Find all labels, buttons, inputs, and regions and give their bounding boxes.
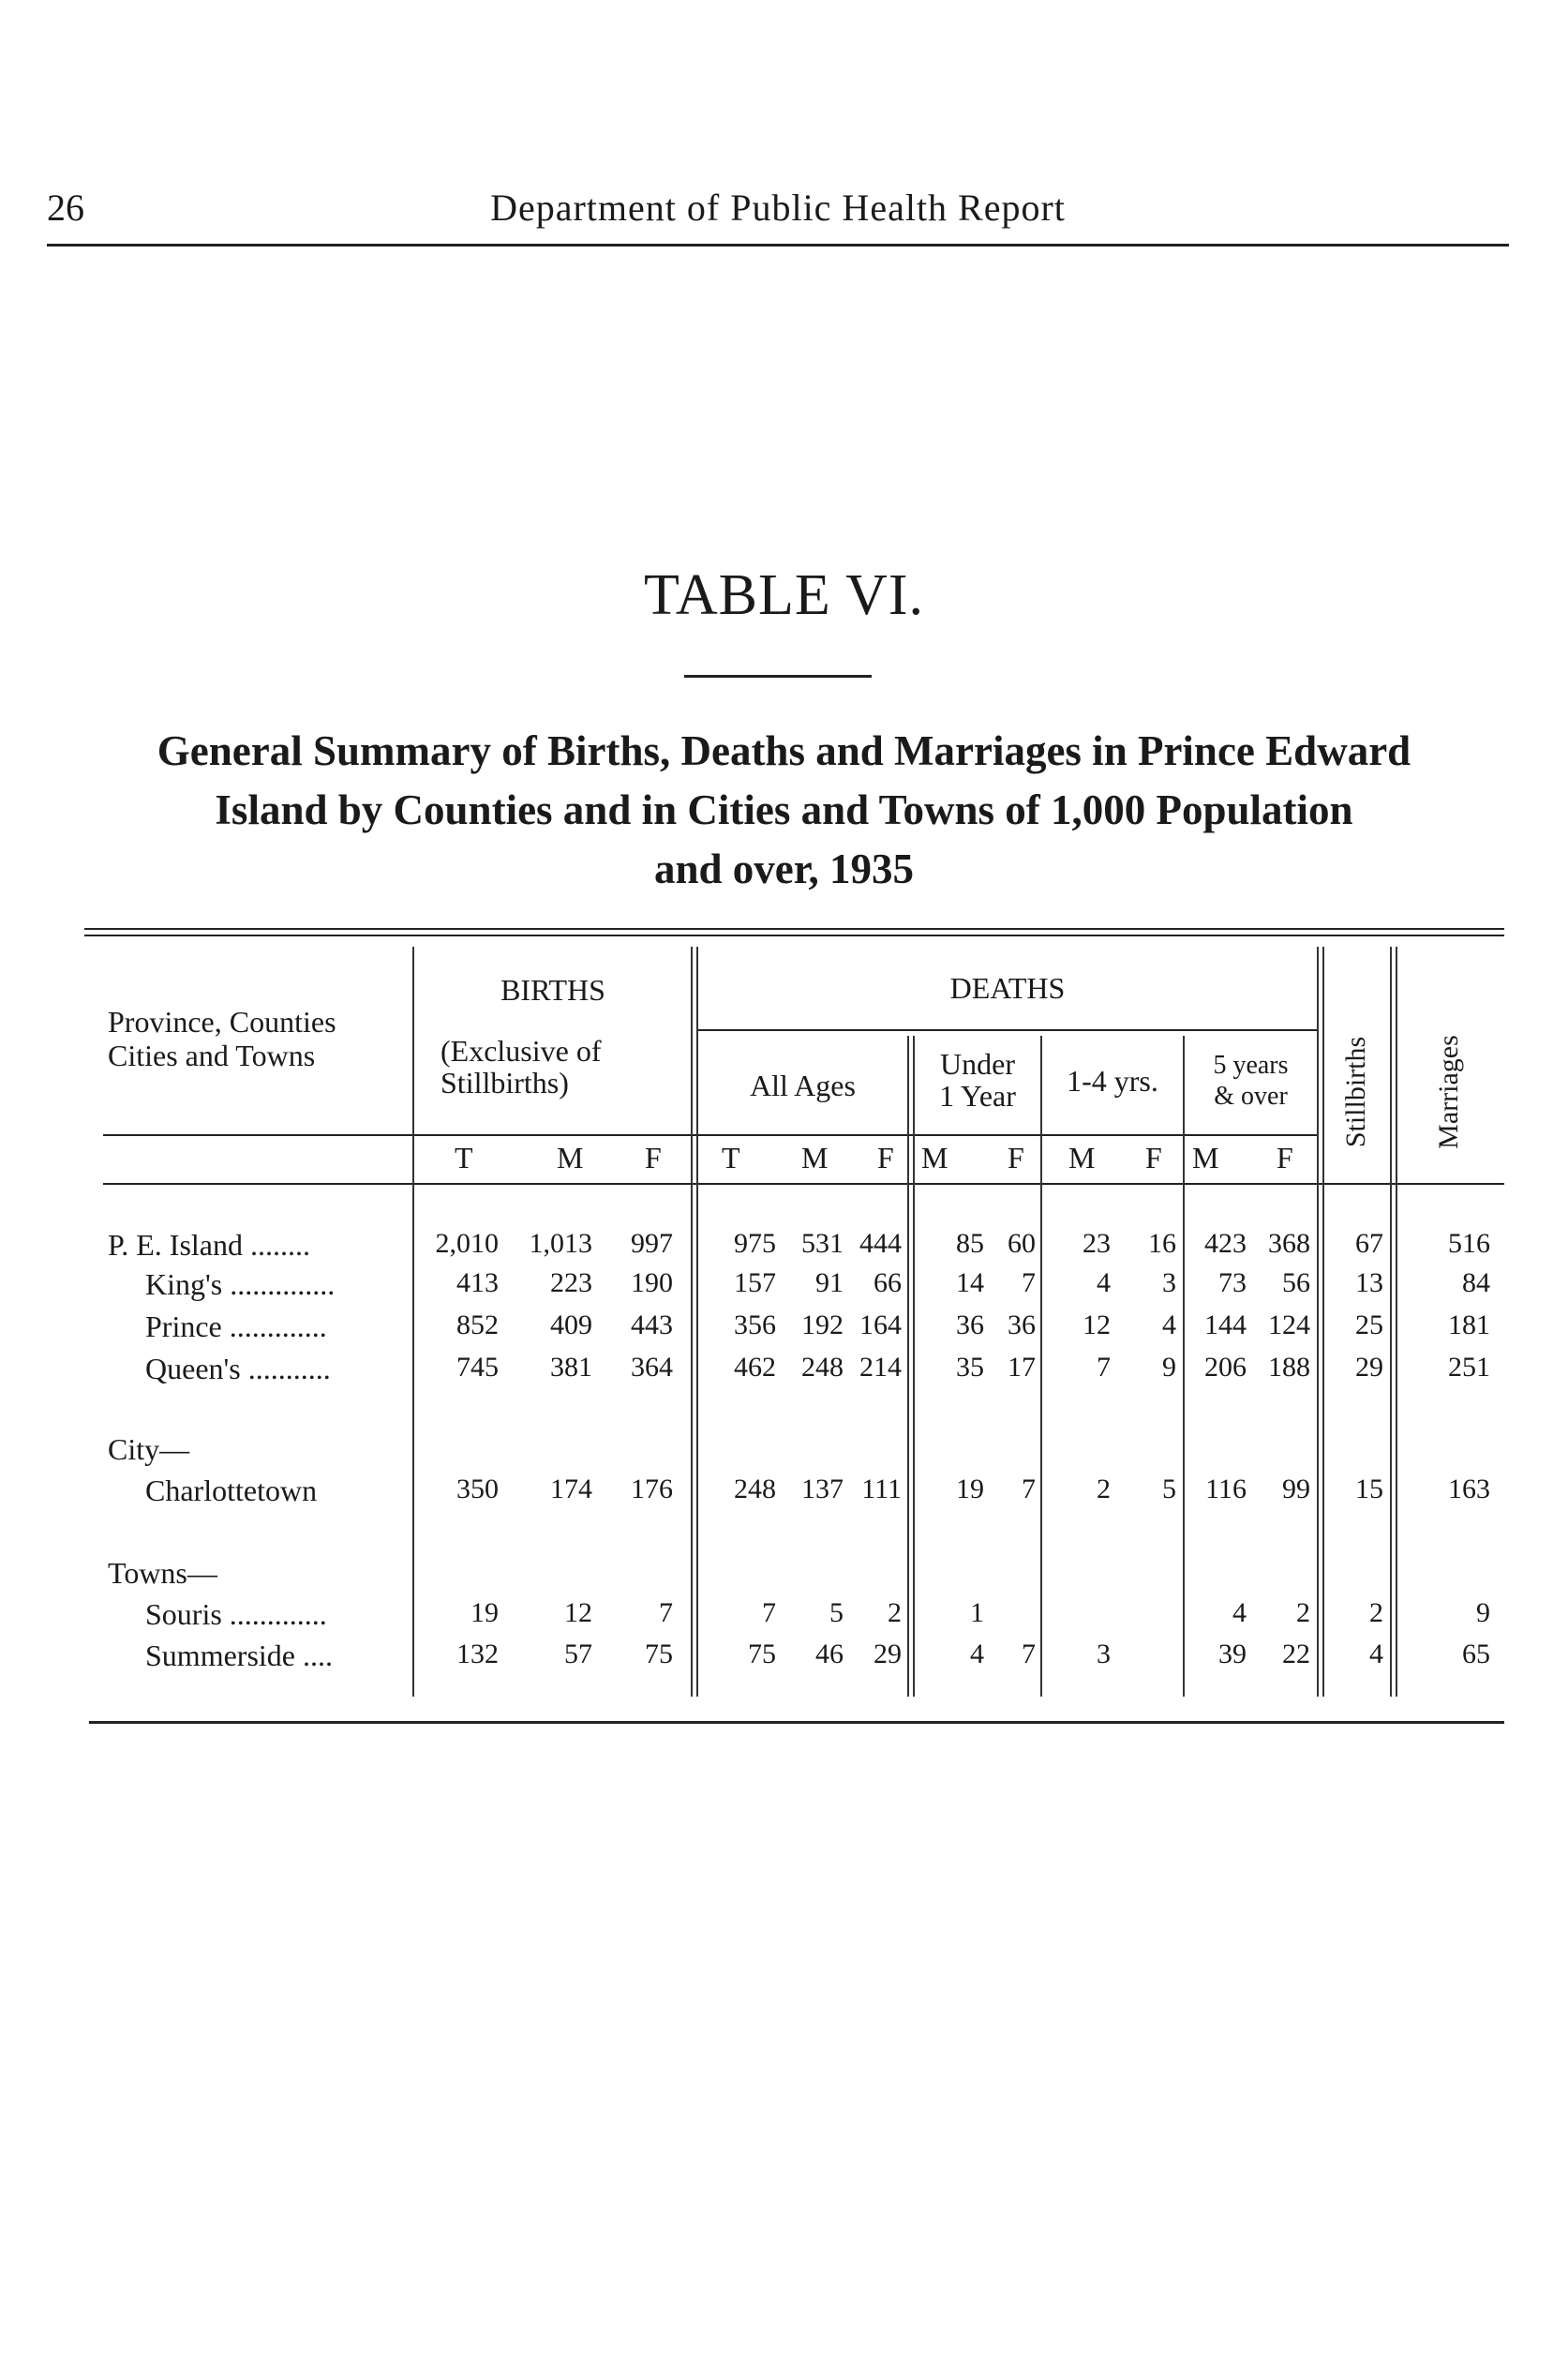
stub-header bbox=[108, 1005, 336, 1072]
table-cell: 12 bbox=[564, 1597, 592, 1628]
table-cell: 116 bbox=[1205, 1474, 1247, 1504]
page-header bbox=[47, 178, 1509, 247]
table-cell: 852 bbox=[456, 1309, 499, 1340]
table-cell: 5 bbox=[1162, 1474, 1176, 1504]
table-cell: 1 bbox=[970, 1597, 984, 1628]
row-label-charlottetown: Charlottetown bbox=[145, 1474, 318, 1507]
table-cell: 137 bbox=[801, 1474, 844, 1504]
page-number: 26 bbox=[47, 187, 84, 229]
all-ages-divider bbox=[907, 1036, 909, 1697]
table-cell: 84 bbox=[1462, 1267, 1490, 1298]
table-cell: 57 bbox=[564, 1638, 592, 1669]
table-cell: 368 bbox=[1268, 1228, 1310, 1259]
births-subheader-line: (Exclusive of bbox=[441, 1034, 602, 1068]
table-cell: 65 bbox=[1462, 1638, 1490, 1669]
sub-column-letter: F bbox=[1008, 1141, 1024, 1175]
table-cell: 516 bbox=[1448, 1228, 1490, 1259]
table-cell: 124 bbox=[1268, 1309, 1310, 1340]
table-cell: 409 bbox=[550, 1309, 592, 1340]
sub-column-letter: M bbox=[557, 1141, 584, 1175]
table-cell: 9 bbox=[1162, 1352, 1176, 1383]
sub-column-letter: M bbox=[921, 1141, 948, 1175]
table-cell: 745 bbox=[456, 1352, 499, 1383]
table-cell: 2 bbox=[1369, 1597, 1383, 1628]
sub-column-letter: T bbox=[722, 1141, 740, 1175]
births-deaths-divider-2 bbox=[696, 947, 698, 1697]
table-cell: 5 bbox=[829, 1597, 844, 1628]
subtitle-line: General Summary of Births, Deaths and Marriages in Prince Edward bbox=[157, 727, 1411, 774]
table-cell: 14 bbox=[956, 1267, 984, 1298]
table-cell: 164 bbox=[859, 1309, 902, 1340]
table-cell: 181 bbox=[1448, 1309, 1490, 1340]
table-cell: 188 bbox=[1268, 1352, 1310, 1383]
table-cell: 251 bbox=[1448, 1352, 1490, 1383]
table-cell: 997 bbox=[631, 1228, 673, 1259]
row-label-souris: Souris ............. bbox=[145, 1597, 327, 1631]
table-cell: 85 bbox=[956, 1228, 984, 1259]
table-cell: 19 bbox=[956, 1474, 984, 1504]
table-cell: 36 bbox=[956, 1309, 984, 1340]
sub-column-letter: F bbox=[877, 1141, 894, 1175]
table-cell: 22 bbox=[1282, 1638, 1310, 1669]
sub-column-letter: M bbox=[1192, 1141, 1219, 1175]
table-cell: 2,010 bbox=[435, 1228, 499, 1259]
age-5-over-line: 5 years bbox=[1213, 1051, 1289, 1080]
row-label-pei: P. E. Island ........ bbox=[108, 1228, 310, 1262]
table-cell: 144 bbox=[1204, 1309, 1247, 1340]
table-cell: 423 bbox=[1204, 1228, 1247, 1259]
table-cell: 3 bbox=[1097, 1638, 1111, 1669]
table-cell: 192 bbox=[801, 1309, 844, 1340]
all-ages-divider-2 bbox=[913, 1036, 915, 1697]
table-cell: 1,013 bbox=[529, 1228, 592, 1259]
table-cell: 157 bbox=[734, 1267, 776, 1298]
subtitle-line: and over, 1935 bbox=[653, 845, 915, 892]
table-cell: 4 bbox=[1162, 1309, 1176, 1340]
table-cell: 381 bbox=[550, 1352, 592, 1383]
sub-column-letter: M bbox=[801, 1141, 829, 1175]
table-cell: 73 bbox=[1218, 1267, 1247, 1298]
age-1-4-header: 1-4 yrs. bbox=[1067, 1064, 1158, 1098]
table-cell: 12 bbox=[1083, 1309, 1111, 1340]
table-cell: 248 bbox=[734, 1474, 776, 1504]
under1-divider bbox=[1040, 1036, 1042, 1697]
births-subheader bbox=[441, 1035, 602, 1099]
births-subheader-line: Stillbirths) bbox=[441, 1066, 569, 1100]
table-cell: 350 bbox=[456, 1474, 499, 1504]
age-5-over-header bbox=[1185, 1050, 1317, 1112]
table-cell: 4 bbox=[970, 1638, 984, 1669]
table-cell: 444 bbox=[859, 1228, 902, 1259]
table-cell: 25 bbox=[1355, 1309, 1383, 1340]
age-5-over-line: & over bbox=[1214, 1082, 1288, 1111]
row-label-queens: Queen's ........... bbox=[145, 1352, 331, 1385]
table-cell: 176 bbox=[631, 1474, 673, 1504]
table-cell: 206 bbox=[1204, 1352, 1247, 1383]
sub-column-letter: F bbox=[645, 1141, 662, 1175]
table-cell: 75 bbox=[645, 1638, 673, 1669]
section-city-label: City— bbox=[108, 1432, 190, 1466]
table-cell: 132 bbox=[456, 1638, 499, 1669]
table-cell: 13 bbox=[1355, 1267, 1383, 1298]
table-cell: 2 bbox=[1097, 1474, 1111, 1504]
stub-header-line: Cities and Towns bbox=[108, 1039, 316, 1072]
table-cell: 23 bbox=[1083, 1228, 1111, 1259]
table-cell: 9 bbox=[1476, 1597, 1490, 1628]
table-cell: 7 bbox=[1022, 1638, 1036, 1669]
stillbirths-marriages-divider-2 bbox=[1396, 947, 1397, 1697]
table-cell: 17 bbox=[1008, 1352, 1036, 1383]
table-cell: 35 bbox=[956, 1352, 984, 1383]
table-cell: 7 bbox=[659, 1597, 673, 1628]
table-cell: 975 bbox=[734, 1228, 776, 1259]
table-cell: 91 bbox=[815, 1267, 844, 1298]
table-cell: 223 bbox=[550, 1267, 592, 1298]
deaths-header-rule bbox=[698, 1029, 1317, 1031]
births-header: BIRTHS bbox=[500, 973, 605, 1007]
deaths-stillbirths-divider bbox=[1317, 947, 1319, 1697]
under-1-year-line: 1 Year bbox=[939, 1079, 1016, 1113]
deaths-stillbirths-divider-2 bbox=[1322, 947, 1324, 1697]
table-cell: 3 bbox=[1162, 1267, 1176, 1298]
table-cell: 66 bbox=[874, 1267, 902, 1298]
table-cell: 56 bbox=[1282, 1267, 1310, 1298]
table-bottom-rule bbox=[89, 1721, 1504, 1724]
table-cell: 7 bbox=[762, 1597, 776, 1628]
table-cell: 7 bbox=[1022, 1474, 1036, 1504]
stillbirths-marriages-divider bbox=[1390, 947, 1392, 1697]
table-cell: 248 bbox=[801, 1352, 844, 1383]
table-cell: 99 bbox=[1282, 1474, 1310, 1504]
all-ages-header: All Ages bbox=[750, 1069, 856, 1102]
table-cell: 443 bbox=[631, 1309, 673, 1340]
table-cell: 39 bbox=[1218, 1638, 1247, 1669]
table-cell: 174 bbox=[550, 1474, 592, 1504]
table-cell: 163 bbox=[1448, 1474, 1490, 1504]
table-cell: 36 bbox=[1008, 1309, 1036, 1340]
table-cell: 4 bbox=[1369, 1638, 1383, 1669]
marriages-header: Marriages bbox=[1433, 1035, 1464, 1149]
table-cell: 2 bbox=[888, 1597, 902, 1628]
table-top-rule-2 bbox=[84, 935, 1504, 936]
under-1-year-line: Under bbox=[940, 1047, 1015, 1081]
table-cell: 462 bbox=[734, 1352, 776, 1383]
table-cell: 19 bbox=[470, 1597, 499, 1628]
sub-column-letter: T bbox=[455, 1141, 473, 1175]
table-cell: 7 bbox=[1097, 1352, 1111, 1383]
table-cell: 190 bbox=[631, 1267, 673, 1298]
table-cell: 364 bbox=[631, 1352, 673, 1383]
deaths-header: DEATHS bbox=[949, 971, 1066, 1005]
table-cell: 75 bbox=[748, 1638, 776, 1669]
sub-column-letter: F bbox=[1277, 1141, 1293, 1175]
table-cell: 16 bbox=[1148, 1228, 1176, 1259]
subtitle-line: Island by Counties and in Cities and Towns of 1,000 Population bbox=[215, 786, 1353, 833]
table-cell: 29 bbox=[874, 1638, 902, 1669]
table-cell: 4 bbox=[1097, 1267, 1111, 1298]
table-cell: 46 bbox=[815, 1638, 844, 1669]
births-deaths-divider bbox=[691, 947, 693, 1697]
table-cell: 356 bbox=[734, 1309, 776, 1340]
table-cell: 111 bbox=[861, 1474, 902, 1504]
table-cell: 60 bbox=[1008, 1228, 1036, 1259]
table-subtitle bbox=[103, 722, 1465, 899]
title-rule bbox=[684, 675, 872, 678]
under-1-year-header bbox=[915, 1048, 1040, 1112]
table-cell: 4 bbox=[1232, 1597, 1247, 1628]
table-title: TABLE VI. bbox=[643, 563, 925, 627]
table-cell: 531 bbox=[801, 1228, 844, 1259]
stub-header-line: Province, Counties bbox=[108, 1005, 336, 1039]
sub-column-letter: M bbox=[1068, 1141, 1096, 1175]
age14-divider bbox=[1183, 1036, 1185, 1697]
stillbirths-header: Stillbirths bbox=[1340, 1036, 1371, 1148]
table-cell: 413 bbox=[456, 1267, 499, 1298]
stub-divider bbox=[412, 947, 414, 1697]
row-label-summerside: Summerside .... bbox=[145, 1638, 333, 1672]
table-cell: 15 bbox=[1355, 1474, 1383, 1504]
section-towns-label: Towns— bbox=[108, 1556, 217, 1590]
table-top-rule bbox=[84, 928, 1504, 930]
header-bottom-rule bbox=[103, 1183, 1504, 1185]
table-cell: 7 bbox=[1022, 1267, 1036, 1298]
running-title: Department of Public Health Report bbox=[490, 187, 1066, 229]
header-sub-rule bbox=[103, 1134, 1317, 1136]
table-cell: 2 bbox=[1296, 1597, 1310, 1628]
row-label-kings: King's .............. bbox=[145, 1267, 336, 1301]
table-cell: 67 bbox=[1355, 1228, 1383, 1259]
table-cell: 214 bbox=[859, 1352, 902, 1383]
row-label-prince: Prince ............. bbox=[145, 1309, 327, 1343]
table-cell: 29 bbox=[1355, 1352, 1383, 1383]
sub-column-letter: F bbox=[1145, 1141, 1162, 1175]
